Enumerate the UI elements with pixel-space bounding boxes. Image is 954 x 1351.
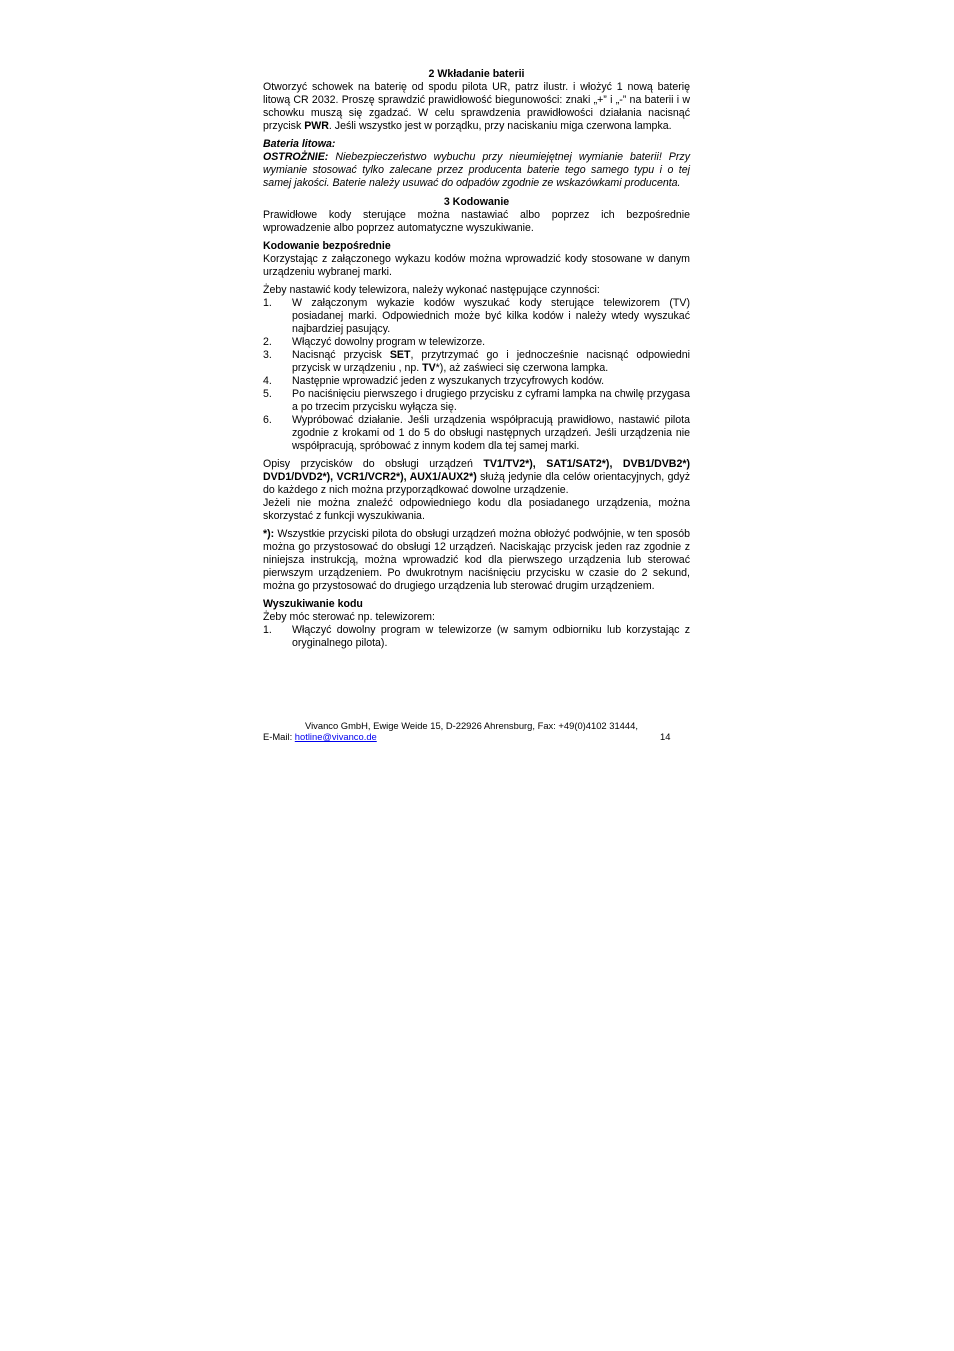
warning-label: OSTROŻNIE:: [263, 151, 329, 163]
list-text: Włączyć dowolny program w telewizorze.: [292, 336, 486, 348]
list-text: Następnie wprowadzić jeden z wyszukanych trzycyfrowych kodów.: [292, 375, 605, 387]
list-text: , przytrzymać go i jednocześnie nacisnąć odpowiedni przycisk w urządzeniu , np.: [292, 349, 690, 374]
section-title-batteries: 2 Wkładanie baterii: [428, 68, 525, 80]
page-number: 14: [660, 731, 671, 742]
note-text: Wszystkie przyciski pilota do obsługi urządzeń można obłożyć podwójnie, w ten sposób można go przystosować do obsługi 12 urządzeń. Naciskając przycisk jeden raz zgodnie z niniejsza instrukcją, można wprowadzić kod dla pierwszego urządzenia lub sterować pierwszym urządzeniem. Po dwukrotnym naciśnięciu przycisku w czasie do 2 sekund, można go przystosować do drugiego urządzenia lub sterować drugim urządzeniem.: [263, 528, 690, 592]
list-text: Wypróbować działanie. Jeśli urządzenia współpracują prawidłowo, nastawić pilota zgodnie z krokami od 1 do 5 do obsługi następnych urządzeń. Jeśli urządzenia nie współpracują, spróbować z innym kodem dla tej samej marki.: [292, 414, 690, 452]
list-text: W załączonym wykazie kodów wyszukać kody sterujące telewizorem (TV) posiadanej marki. Odpowiednich może być kilka kodów i należy wtedy wyszukać najbardziej pasujący.: [292, 297, 690, 335]
text-span: Otworzyć schowek na baterię od spodu pilota UR, patrz ilustr. i włożyć 1 nową baterię litową CR 2032. Proszę sprawdzić prawidłowość biegunowości: znaki „+” i „-” na baterii i w schowku muszą się zgadzać. W celu sprawdzenia prawidłowości działania nacisnąć przycisk: [263, 81, 690, 132]
list-text: Nacisnąć przycisk: [292, 349, 390, 361]
code-search-intro: Żeby móc sterować np. telewizorem:: [263, 611, 435, 623]
list-item: [263, 349, 690, 375]
list-number: 1.: [263, 297, 272, 309]
list-item: [263, 414, 690, 453]
coding-intro: Prawidłowe kody sterujące można nastawiać albo poprzez ich bezpośrednie wprowadzenie albo poprzez automatyczne wyszukiwanie.: [263, 209, 690, 234]
pwr-button-ref: PWR: [304, 120, 329, 132]
set-button-ref: SET: [389, 349, 411, 361]
list-number: 5.: [263, 388, 272, 400]
search-steps-list: [263, 624, 690, 650]
warning-paragraph: [263, 151, 690, 190]
battery-subheading: Bateria litowa:: [263, 138, 336, 150]
list-item: [263, 388, 690, 414]
list-number: 6.: [263, 414, 272, 426]
page-footer: [263, 720, 690, 742]
list-item: [263, 375, 690, 388]
list-number: 3.: [263, 349, 272, 361]
text-span: służą jedynie dla celów orientacyjnych, gdyż do każdego z nich można przyporządkować dowolne urządzenie.: [263, 471, 690, 496]
list-item: [263, 336, 690, 349]
text-span: . Jeśli wszystko jest w porządku, przy naciskaniu miga czerwona lampka.: [328, 120, 672, 132]
list-number: 1.: [263, 624, 272, 636]
button-description-paragraph: [263, 458, 690, 497]
list-text: *), aż zaświeci się czerwona lampka.: [435, 362, 609, 374]
email-label: E-Mail:: [263, 731, 295, 742]
list-item: [263, 297, 690, 336]
list-text: Włączyć dowolny program w telewizorze (w samym odbiorniku lub korzystając z oryginalnego pilota).: [292, 624, 690, 649]
list-text: Po naciśnięciu pierwszego i drugiego przycisku z cyframi lampka na chwilę przygasa a po trzecim przycisku wyłącza się.: [292, 388, 690, 413]
document-page: [263, 66, 690, 650]
note-label: *):: [263, 528, 275, 540]
steps-list: [263, 297, 690, 453]
direct-coding-heading: Kodowanie bezpośrednie: [263, 240, 391, 252]
direct-coding-text: Korzystając z załączonego wykazu kodów można wprowadzić kody stosowane w danym urządzeniu wybranej marki.: [263, 253, 690, 278]
list-number: 2.: [263, 336, 272, 348]
device-buttons-list: TV1/TV2*), SAT1/SAT2*), DVB1/DVB2*) DVD1/DVD2*), VCR1/VCR2*), AUX1/AUX2*): [263, 458, 691, 483]
footer-contact-line: [263, 731, 690, 742]
tv-button-ref: TV: [422, 362, 436, 374]
email-link[interactable]: hotline@vivanco.de: [294, 731, 377, 742]
company-address: Vivanco GmbH, Ewige Weide 15, D-22926 Ahrensburg, Fax: +49(0)4102 31444,: [305, 720, 638, 731]
text-span: Opisy przycisków do obsługi urządzeń: [263, 458, 484, 470]
code-search-heading: Wyszukiwanie kodu: [263, 598, 363, 610]
list-number: 4.: [263, 375, 272, 387]
steps-intro: Żeby nastawić kody telewizora, należy wykonać następujące czynności:: [263, 284, 600, 296]
battery-insert-paragraph: [263, 81, 690, 133]
section-title-coding: 3 Kodowanie: [443, 196, 510, 208]
list-item: [263, 624, 690, 650]
double-assign-note: [263, 528, 690, 593]
search-hint-paragraph: Jeżeli nie można znaleźć odpowiedniego kodu dla posiadanego urządzenia, można skorzystać z funkcji wyszukiwania.: [263, 497, 690, 522]
warning-text: Niebezpieczeństwo wybuchu przy nieumiejętnej wymianie baterii! Przy wymianie stosować tylko zalecane przez producenta baterie tego samego typu i o tej samej jakości. Baterie należy usuwać do odpadów zgodnie ze wskazówkami producenta.: [263, 151, 690, 189]
